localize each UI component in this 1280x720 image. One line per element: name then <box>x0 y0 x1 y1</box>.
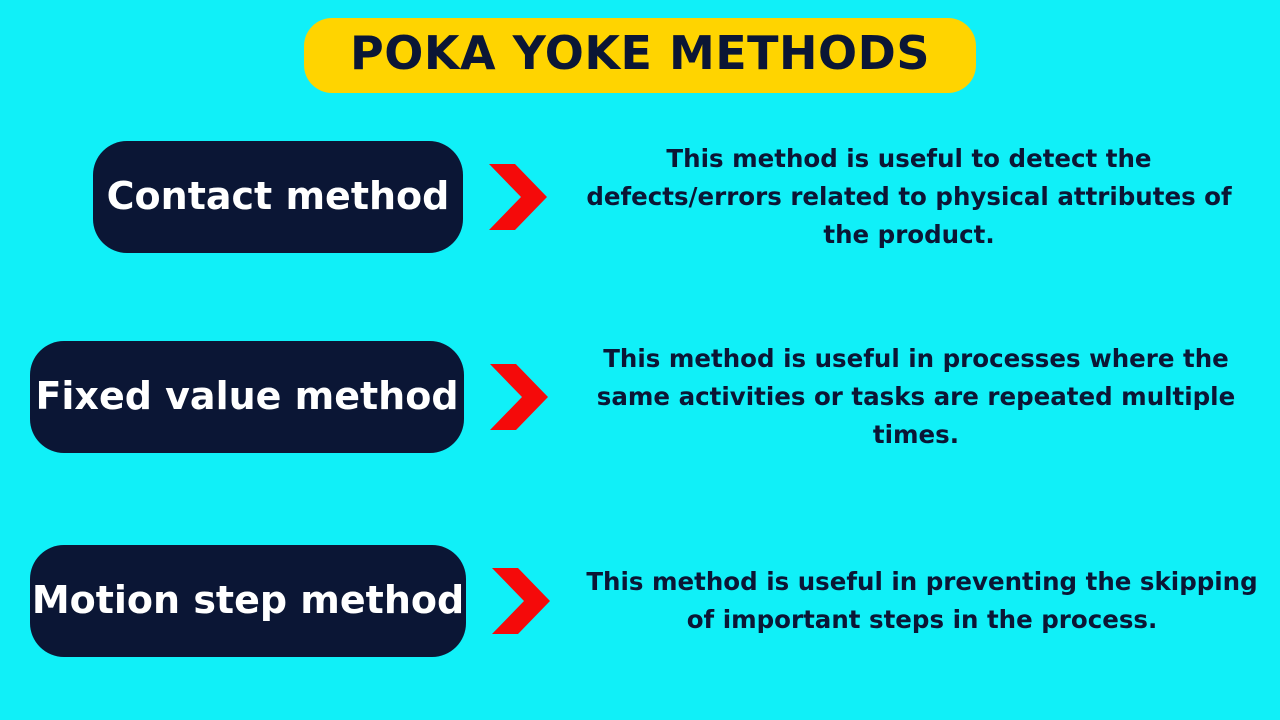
method-row-motion-step <box>0 545 1280 657</box>
method-label-box-3 <box>30 545 466 657</box>
method-label-3: Motion step method <box>31 578 465 623</box>
page-title: POKA YOKE METHODS <box>350 26 930 80</box>
method-label-2: Fixed value method <box>35 374 459 419</box>
method-label-box-2 <box>30 341 464 453</box>
method-label-box-1 <box>93 141 463 253</box>
method-description-2: This method is useful in processes where the same activities or tasks are repeated multiple times. <box>596 344 1236 449</box>
title-pill <box>304 18 976 93</box>
method-label-1: Contact method <box>106 174 450 219</box>
method-row-contact <box>0 140 1280 254</box>
chevron-right-icon <box>488 564 554 638</box>
method-row-fixed-value <box>0 340 1280 454</box>
method-description-1: This method is useful to detect the defects/errors related to physical attributes of the product. <box>586 144 1232 249</box>
chevron-right-icon <box>486 360 552 434</box>
chevron-right-icon <box>485 160 551 234</box>
title-area <box>0 18 1280 93</box>
method-description-3: This method is useful in preventing the skipping of important steps in the process. <box>586 567 1258 634</box>
